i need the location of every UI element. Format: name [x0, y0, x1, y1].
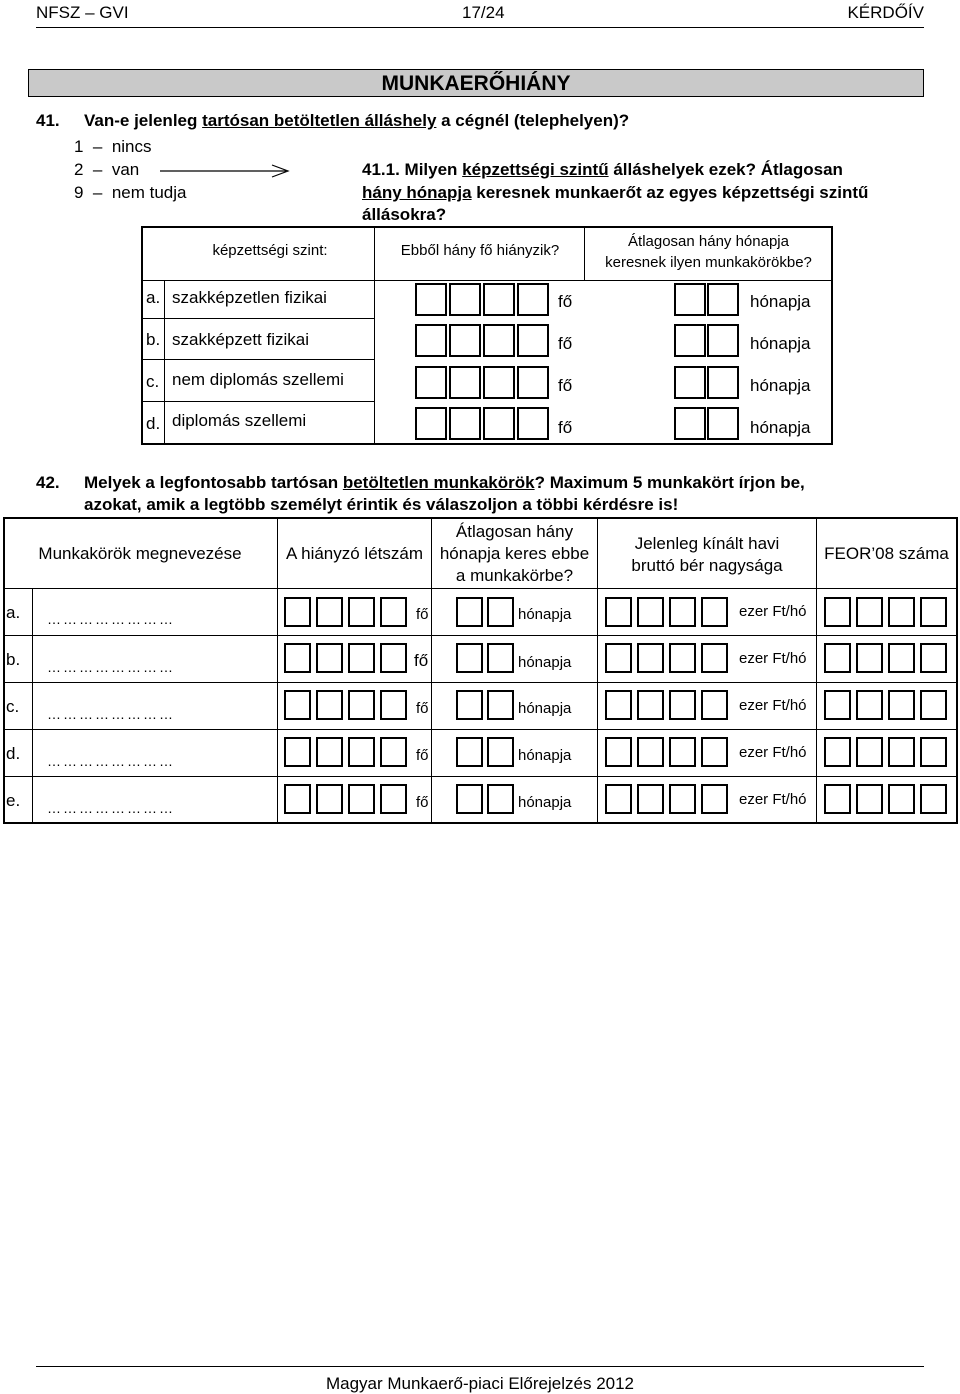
section-title: MUNKAERŐHIÁNY	[28, 69, 924, 97]
digit-box[interactable]	[669, 643, 696, 673]
digit-box[interactable]	[856, 690, 883, 720]
q42-col-jobs: Munkakörök megnevezése	[38, 544, 242, 563]
digit-box[interactable]	[701, 690, 728, 720]
row-letter: a.	[146, 288, 161, 307]
job-name-field[interactable]: ……………………	[47, 753, 175, 769]
digit-box[interactable]	[669, 597, 696, 627]
digit-box[interactable]	[415, 324, 447, 357]
q411-col-months-1: Átlagosan hány hónapja	[628, 233, 789, 250]
digit-box[interactable]	[415, 407, 447, 440]
job-name-field[interactable]: ……………………	[47, 706, 175, 722]
q42-col-months-1: Átlagosan hány	[455, 522, 574, 541]
footer-text: Magyar Munkaerő-piaci Előrejelzés 2012	[325, 1374, 635, 1393]
digit-box[interactable]	[449, 283, 481, 316]
digit-box[interactable]	[856, 784, 883, 814]
row-letter: c.	[6, 697, 20, 716]
digit-box[interactable]	[605, 737, 632, 767]
digit-box[interactable]	[669, 784, 696, 814]
digit-box[interactable]	[316, 690, 343, 720]
q42-line-2: azokat, amik a legtöbb személyt érintik és válaszoljon a többi kérdésre is!	[84, 495, 679, 514]
unit-month: hónapja	[518, 747, 572, 764]
row-letter: e.	[6, 791, 21, 810]
digit-box[interactable]	[920, 737, 947, 767]
digit-box[interactable]	[380, 784, 407, 814]
unit-month: hónapja	[518, 606, 572, 623]
unit-wage: ezer Ft/hó	[739, 603, 807, 620]
digit-box[interactable]	[517, 324, 549, 357]
q42-col-wage-1: Jelenleg kínált havi	[634, 534, 780, 553]
digit-box[interactable]	[920, 643, 947, 673]
digit-box[interactable]	[316, 597, 343, 627]
row-letter: d.	[6, 744, 21, 763]
q41-number: 41.	[36, 111, 60, 130]
digit-box[interactable]	[669, 690, 696, 720]
digit-box[interactable]	[487, 690, 514, 720]
digit-box[interactable]	[707, 366, 739, 399]
job-name-field[interactable]: ……………………	[47, 800, 175, 816]
row-letter: a.	[6, 603, 21, 622]
digit-box[interactable]	[456, 597, 483, 627]
digit-box[interactable]	[348, 690, 375, 720]
digit-box[interactable]	[348, 643, 375, 673]
unit-person: fő	[416, 794, 429, 811]
digit-box[interactable]	[637, 690, 664, 720]
unit-wage: ezer Ft/hó	[739, 744, 807, 761]
q41-option-2[interactable]: 2 – van	[74, 160, 140, 179]
digit-box[interactable]	[701, 784, 728, 814]
digit-box[interactable]	[380, 737, 407, 767]
digit-box[interactable]	[483, 324, 515, 357]
unit-wage: ezer Ft/hó	[739, 650, 807, 667]
unit-person: fő	[414, 651, 429, 670]
digit-box[interactable]	[824, 784, 851, 814]
digit-box[interactable]	[380, 643, 407, 673]
digit-box[interactable]	[483, 283, 515, 316]
digit-box[interactable]	[284, 643, 311, 673]
unit-person: fő	[416, 747, 429, 764]
unit-person: fő	[416, 606, 429, 623]
q411-line-3: állásokra?	[362, 205, 447, 224]
digit-box[interactable]	[856, 737, 883, 767]
unit-month: hónapja	[750, 418, 811, 437]
digit-box[interactable]	[284, 784, 311, 814]
header-left: NFSZ – GVI	[36, 3, 129, 22]
digit-box[interactable]	[483, 366, 515, 399]
page-number: 17/24	[462, 3, 505, 22]
digit-box[interactable]	[824, 690, 851, 720]
digit-box[interactable]	[487, 784, 514, 814]
q41-text: Van-e jelenleg tartósan betöltetlen álláshely a cégnél (telephelyen)?	[84, 111, 630, 130]
digit-box[interactable]	[517, 366, 549, 399]
unit-month: hónapja	[750, 292, 811, 311]
unit-wage: ezer Ft/hó	[739, 697, 807, 714]
job-name-field[interactable]: ……………………	[47, 659, 175, 675]
unit-person: fő	[558, 376, 573, 395]
digit-box[interactable]	[605, 597, 632, 627]
row-label: diplomás szellemi	[172, 411, 307, 430]
digit-box[interactable]	[888, 737, 915, 767]
q42-col-count: A hiányzó létszám	[285, 544, 423, 563]
digit-box[interactable]	[605, 784, 632, 814]
digit-box[interactable]	[856, 597, 883, 627]
q411-col-missing: Ebből hány fő hiányzik?	[400, 242, 560, 259]
digit-box[interactable]	[517, 283, 549, 316]
header-right: KÉRDŐÍV	[847, 3, 924, 22]
unit-wage: ezer Ft/hó	[739, 791, 807, 808]
unit-month: hónapja	[518, 700, 572, 717]
digit-box[interactable]	[707, 324, 739, 357]
digit-box[interactable]	[483, 407, 515, 440]
q411-col-months-2: keresnek ilyen munkakörökbe?	[605, 254, 812, 271]
digit-box[interactable]	[415, 283, 447, 316]
digit-box[interactable]	[487, 643, 514, 673]
digit-box[interactable]	[637, 643, 664, 673]
digit-box[interactable]	[920, 784, 947, 814]
digit-box[interactable]	[707, 283, 739, 316]
digit-box[interactable]	[316, 784, 343, 814]
digit-box[interactable]	[348, 597, 375, 627]
digit-box[interactable]	[456, 784, 483, 814]
digit-box[interactable]	[284, 690, 311, 720]
digit-box[interactable]	[348, 784, 375, 814]
q42-line-1: Melyek a legfontosabb tartósan betöltetlen munkakörök? Maximum 5 munkakört írjon be,	[84, 473, 805, 492]
row-letter: d.	[146, 414, 161, 433]
digit-box[interactable]	[605, 643, 632, 673]
unit-person: fő	[558, 418, 573, 437]
digit-box[interactable]	[380, 690, 407, 720]
digit-box[interactable]	[674, 283, 706, 316]
digit-box[interactable]	[824, 737, 851, 767]
digit-box[interactable]	[701, 737, 728, 767]
digit-box[interactable]	[605, 690, 632, 720]
unit-person: fő	[416, 700, 429, 717]
digit-box[interactable]	[449, 407, 481, 440]
digit-box[interactable]	[674, 407, 706, 440]
unit-person: fő	[558, 292, 573, 311]
digit-box[interactable]	[456, 737, 483, 767]
digit-box[interactable]	[517, 407, 549, 440]
footer-rule	[36, 1366, 924, 1367]
digit-box[interactable]	[449, 366, 481, 399]
digit-box[interactable]	[856, 643, 883, 673]
digit-box[interactable]	[380, 597, 407, 627]
q411-line-2: hány hónapja keresnek munkaerőt az egyes képzettségi szintű	[362, 183, 869, 202]
digit-box[interactable]	[824, 597, 851, 627]
digit-box[interactable]	[824, 643, 851, 673]
unit-month: hónapja	[750, 334, 811, 353]
digit-box[interactable]	[456, 690, 483, 720]
digit-box[interactable]	[637, 784, 664, 814]
row-label: szakképzett fizikai	[172, 330, 309, 349]
digit-box[interactable]	[674, 366, 706, 399]
digit-box[interactable]	[701, 597, 728, 627]
q42-col-months-2: hónapja keres ebbe	[439, 544, 590, 563]
digit-box[interactable]	[284, 597, 311, 627]
row-letter: b.	[6, 650, 21, 669]
digit-box[interactable]	[316, 643, 343, 673]
digit-box[interactable]	[487, 737, 514, 767]
digit-box[interactable]	[348, 737, 375, 767]
digit-box[interactable]	[701, 643, 728, 673]
digit-box[interactable]	[920, 597, 947, 627]
digit-box[interactable]	[707, 407, 739, 440]
row-label: nem diplomás szellemi	[172, 370, 344, 389]
digit-box[interactable]	[456, 643, 483, 673]
unit-person: fő	[558, 334, 573, 353]
digit-box[interactable]	[449, 324, 481, 357]
q42-number: 42.	[36, 473, 60, 492]
job-name-field[interactable]: ……………………	[47, 611, 175, 627]
header-rule	[36, 27, 924, 28]
q42-col-wage-2: bruttó bér nagysága	[631, 556, 783, 575]
digit-box[interactable]	[888, 597, 915, 627]
q42-col-feor: FEOR’08 száma	[824, 544, 949, 563]
digit-box[interactable]	[316, 737, 343, 767]
q41-option-1[interactable]: 1 – nincs	[74, 137, 152, 156]
digit-box[interactable]	[674, 324, 706, 357]
digit-box[interactable]	[637, 737, 664, 767]
digit-box[interactable]	[888, 784, 915, 814]
q411-line-1: 41.1. Milyen képzettségi szintű álláshelyek ezek? Átlagosan	[362, 160, 843, 179]
digit-box[interactable]	[487, 597, 514, 627]
row-label: szakképzetlen fizikai	[172, 288, 327, 307]
digit-box[interactable]	[888, 643, 915, 673]
digit-box[interactable]	[920, 690, 947, 720]
unit-month: hónapja	[750, 376, 811, 395]
digit-box[interactable]	[637, 597, 664, 627]
digit-box[interactable]	[284, 737, 311, 767]
digit-box[interactable]	[888, 690, 915, 720]
unit-month: hónapja	[518, 654, 572, 671]
unit-month: hónapja	[518, 794, 572, 811]
arrow-right-icon	[160, 163, 292, 179]
digit-box[interactable]	[415, 366, 447, 399]
digit-box[interactable]	[669, 737, 696, 767]
row-letter: b.	[146, 330, 161, 349]
q41-option-9[interactable]: 9 – nem tudja	[74, 183, 187, 202]
q42-col-months-3: a munkakörbe?	[455, 566, 574, 585]
q411-col-level: képzettségi szint:	[212, 242, 328, 259]
row-letter: c.	[146, 372, 160, 391]
